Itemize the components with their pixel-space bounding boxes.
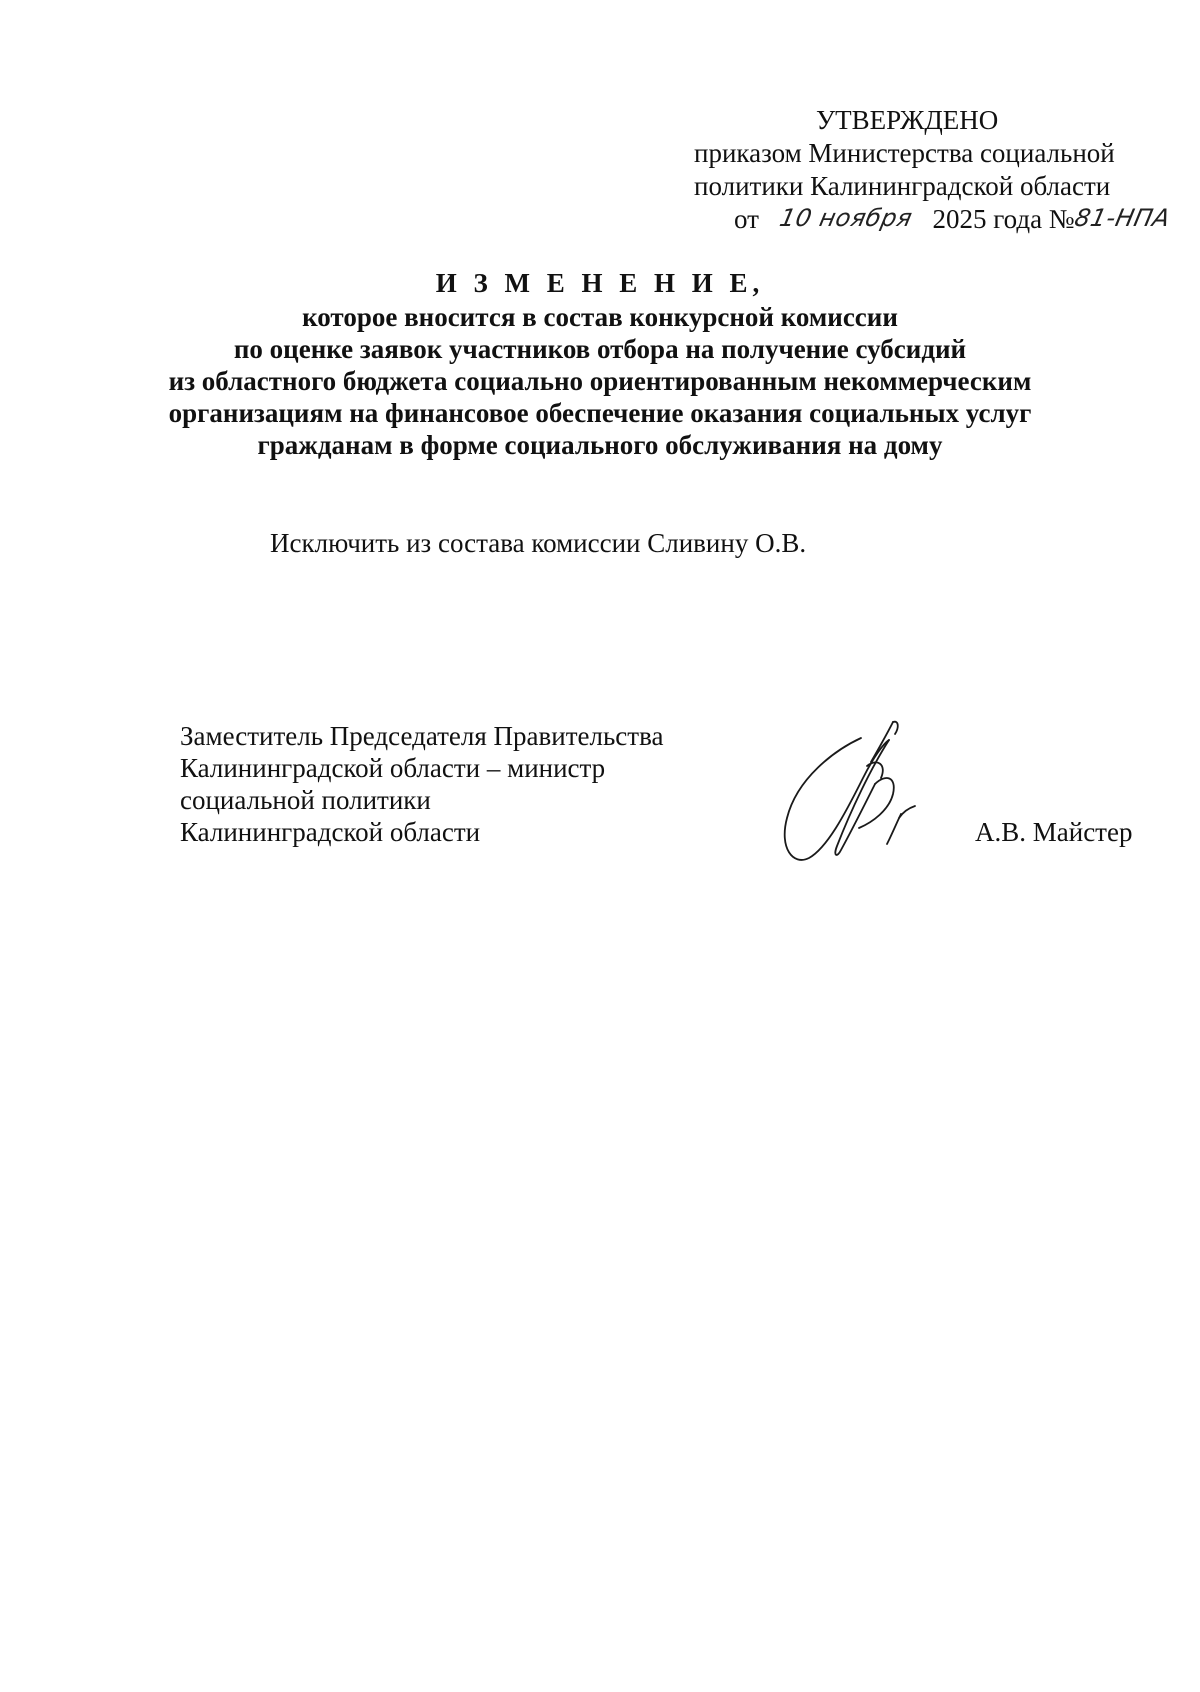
signer-position-line: Калининградской области xyxy=(180,817,481,847)
signer-position-line: социальной политики xyxy=(180,785,431,815)
from-label: от xyxy=(734,204,759,234)
title-heading: И З М Е Н Е Н И Е, xyxy=(435,268,765,298)
title-line: гражданам в форме социального обслуживания на дому xyxy=(257,430,943,460)
handwritten-signature xyxy=(775,718,945,868)
title-line: по оценке заявок участников отбора на получение субсидий xyxy=(233,334,967,364)
signer-position xyxy=(180,720,663,848)
signer-position-line: Калининградской области – министр xyxy=(180,753,606,783)
document-title xyxy=(150,267,1050,461)
signer-position-line: Заместитель Председателя Правительства xyxy=(180,721,664,751)
year-text: 2025 года № xyxy=(932,204,1075,234)
approval-line-2: политики Калининградской области xyxy=(694,171,1111,201)
title-line: организациям на финансовое обеспечение оказания социальных услуг xyxy=(168,398,1032,428)
handwritten-date: 10 ноября xyxy=(776,204,915,232)
body-paragraph: Исключить из состава комиссии Сливину О.В. xyxy=(270,528,807,558)
approval-stamp xyxy=(694,104,1174,237)
approved-title: УТВЕРЖДЕНО xyxy=(816,105,999,135)
title-line: из областного бюджета социально ориентированным некоммерческим xyxy=(168,366,1032,396)
signer-name: А.В. Майстер xyxy=(975,817,1133,847)
approval-order-line xyxy=(734,203,1174,237)
title-line: которое вносится в состав конкурсной комиссии xyxy=(302,302,898,332)
approval-line-1: приказом Министерства социальной xyxy=(694,138,1115,168)
handwritten-number: 81-НПА xyxy=(1071,204,1173,232)
